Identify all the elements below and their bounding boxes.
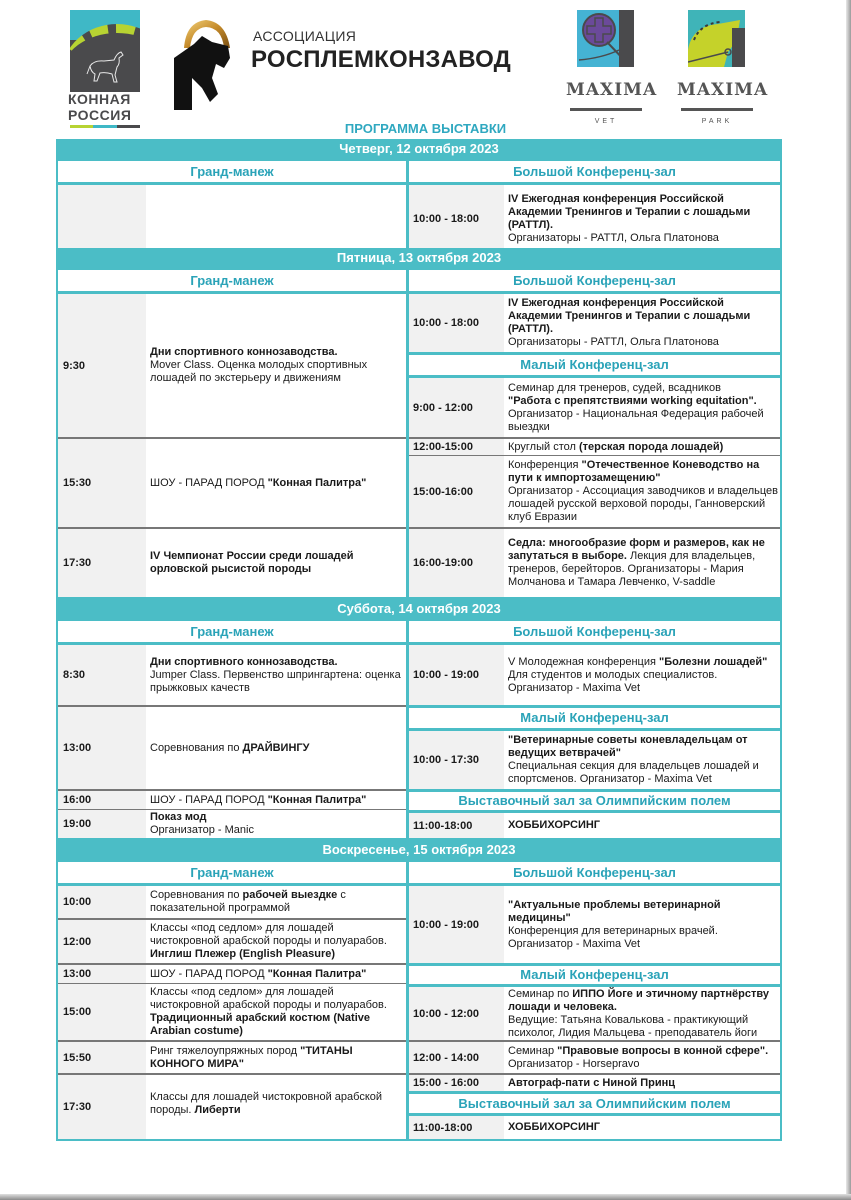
- event-title: "Болезни лошадей": [659, 655, 768, 668]
- event-organizer: Организатор - Manic: [150, 824, 254, 836]
- event-time: 10:00 - 19:00: [409, 645, 504, 705]
- venue-header: Гранд-манеж: [58, 270, 406, 291]
- grand-manege-column: [58, 161, 406, 253]
- event-description: [146, 1075, 406, 1139]
- event-description: [504, 1075, 780, 1091]
- event-organizer: Организатор - Ассоциация заводчиков и владельцев лошадей русской верховой породы, Ганноверский клуб Евразии: [508, 485, 779, 523]
- event-title: "Конная Палитра": [267, 793, 367, 806]
- event-description: [146, 920, 406, 963]
- event-time: 15:00: [58, 984, 146, 1040]
- big-conference-column: [409, 161, 780, 253]
- schedule-row: [58, 707, 406, 789]
- day-body: [56, 268, 782, 599]
- event-time: 9:30: [58, 294, 146, 437]
- event-title: "Отечественное Коневодство на пути к импортозамещению": [508, 459, 760, 484]
- event-time: 12:00-15:00: [409, 439, 504, 455]
- venue-header: Малый Конференц-зал: [409, 355, 780, 375]
- event-title: (терская порода лошадей): [578, 440, 724, 453]
- event-description: [504, 1042, 780, 1073]
- schedule-row: [58, 810, 406, 838]
- event-description: [504, 731, 780, 789]
- program-title: ПРОГРАММА ВЫСТАВКИ: [344, 121, 507, 136]
- schedule-row: [409, 987, 780, 1040]
- event-description: [146, 810, 406, 838]
- event-time: [58, 185, 146, 253]
- schedule-row: [409, 886, 780, 963]
- maxima-vet-icon: [577, 10, 634, 67]
- event-organizer: Ведущие: Татьяна Ковалькова - практикующий психолог, Лидия Мальцева - преподаватель йоги: [508, 1013, 758, 1039]
- schedule-row: [409, 456, 780, 527]
- event-description: [146, 707, 406, 789]
- event-title: Инглиш Плежер (English Pleasure): [150, 948, 336, 960]
- event-title: ДРАЙВИНГУ: [242, 741, 310, 754]
- schedule-row: [409, 185, 780, 253]
- event-time: 9:00 - 12:00: [409, 378, 504, 437]
- grand-manege-column: [58, 862, 406, 1139]
- event-description: [146, 984, 406, 1040]
- event-time: 12:00 - 14:00: [409, 1042, 504, 1073]
- event-time: 13:00: [58, 707, 146, 789]
- event-text: ШОУ - ПАРАД ПОРОД: [150, 476, 268, 489]
- day-body: [56, 159, 782, 255]
- venue-header: Малый Конференц-зал: [409, 708, 780, 728]
- event-time: 10:00 - 12:00: [409, 987, 504, 1040]
- schedule-row: [409, 529, 780, 597]
- schedule-row: [409, 439, 780, 455]
- event-description: [504, 813, 780, 838]
- venue-header: Большой Конференц-зал: [409, 270, 780, 291]
- event-title: Показ мод: [150, 811, 207, 823]
- event-time: 15:00-16:00: [409, 456, 504, 527]
- schedule-row: [58, 645, 406, 705]
- event-time: 10:00: [58, 886, 146, 918]
- schedule-row: [58, 439, 406, 527]
- day-header: Четверг, 12 октября 2023: [56, 139, 782, 159]
- page-shadow-bottom: [0, 1194, 851, 1200]
- event-time: 10:00 - 19:00: [409, 886, 504, 963]
- maxima-vet-sub: VET: [594, 118, 618, 125]
- event-description: [504, 294, 780, 352]
- association-label: АССОЦИАЦИЯ: [253, 28, 357, 44]
- schedule-row: [58, 886, 406, 918]
- grand-manege-column: [58, 270, 406, 597]
- rosplem-horse-head-icon: [172, 18, 234, 110]
- event-text: Классы «под седлом» для лошадей чистокровной арабской породы и полуарабов.: [150, 922, 387, 947]
- event-title: Дни спортивного коннозаводства.: [150, 655, 338, 668]
- conference-column: [409, 270, 780, 597]
- day-header: Пятница, 13 октября 2023: [56, 248, 782, 268]
- schedule-row: [409, 813, 780, 838]
- conference-column: [409, 621, 780, 838]
- event-title: "Работа с препятствиями working equitation".: [508, 394, 757, 407]
- schedule-row: [409, 1116, 780, 1139]
- event-text: Семинар по: [508, 987, 573, 1000]
- event-title: "Актуальные проблемы ветеринарной медицины": [508, 898, 721, 924]
- event-title: "Ветеринарные советы коневладельцам от ведущих ветврачей": [508, 734, 748, 759]
- logo-text-line1: КОННАЯ: [68, 91, 131, 107]
- event-time: 15:50: [58, 1042, 146, 1073]
- schedule-row: [58, 185, 406, 253]
- event-time: 17:30: [58, 529, 146, 597]
- event-title: ХОББИХОРСИНГ: [508, 819, 601, 831]
- event-description: [504, 378, 780, 437]
- event-organizer: Специальная секция для владельцев лошадей и спортсменов. Организатор - Maxima Vet: [508, 760, 759, 785]
- event-organizer: Для студентов и молодых специалистов. Организатор - Maxima Vet: [508, 668, 718, 694]
- event-organizer: Организатор - Национальная Федерация рабочей выездки: [508, 407, 764, 433]
- maxima-vet-rule: [570, 108, 642, 111]
- maxima-park-icon: [688, 10, 745, 67]
- event-description: [146, 1042, 406, 1073]
- venue-header: Выставочный зал за Олимпийским полем: [409, 792, 780, 810]
- venue-header: Малый Конференц-зал: [409, 966, 780, 984]
- event-organizer: Организаторы - РАТТЛ, Ольга Платонова: [508, 336, 719, 348]
- venue-header: Гранд-манеж: [58, 161, 406, 182]
- page-shadow-right: [846, 0, 851, 1200]
- konnaya-rossiya-logo: [70, 10, 140, 92]
- event-text: с показательной программой: [150, 889, 346, 914]
- event-text: Mover Class. Оценка молодых спортивных лошадей по экстерьеру и движениям: [150, 359, 368, 384]
- event-description: [146, 645, 406, 705]
- rosplem-name: РОСПЛЕМКОНЗАВОД: [251, 46, 511, 73]
- event-description: [504, 185, 780, 253]
- event-title: Автограф-пати с Ниной Принц: [508, 1076, 676, 1089]
- event-time: 16:00-19:00: [409, 529, 504, 597]
- day-header: Суббота, 14 октября 2023: [56, 599, 782, 619]
- event-title: "Правовые вопросы в конной сфере".: [557, 1044, 769, 1057]
- event-title: Дни спортивного коннозаводства.: [150, 346, 338, 358]
- event-text: Ринг тяжелоупряжных пород: [150, 1044, 301, 1057]
- event-description: [146, 185, 406, 253]
- event-title: IV Чемпионат России среди лошадей орловской рысистой породы: [150, 550, 354, 575]
- event-description: [146, 965, 406, 983]
- schedule-row: [58, 791, 406, 809]
- event-organizer: Организаторы - РАТТЛ, Ольга Платонова: [508, 232, 719, 244]
- event-time: 10:00 - 18:00: [409, 294, 504, 352]
- event-time: 10:00 - 17:30: [409, 731, 504, 789]
- event-text: V Молодежная конференция: [508, 655, 660, 668]
- schedule-row: [409, 645, 780, 705]
- schedule-row: [58, 1075, 406, 1139]
- event-title: IV Ежегодная конференция Российской Академии Тренингов и Терапии с лошадьми (РАТТЛ).: [508, 193, 751, 231]
- event-text: Классы для лошадей чистокровной арабской породы.: [150, 1091, 383, 1116]
- grand-manege-column: [58, 621, 406, 838]
- event-time: 16:00: [58, 791, 146, 809]
- schedule-row: [58, 294, 406, 437]
- venue-header: Гранд-манеж: [58, 621, 406, 642]
- event-description: [504, 645, 780, 705]
- event-description: [146, 439, 406, 527]
- venue-header: Выставочный зал за Олимпийским полем: [409, 1094, 780, 1113]
- event-title: Либерти: [194, 1104, 241, 1116]
- event-description: [146, 791, 406, 809]
- schedule-row: [58, 1042, 406, 1073]
- event-text: Классы «под седлом» для лошадей чистокровной арабской породы и полуарабов.: [150, 986, 387, 1011]
- event-time: 15:30: [58, 439, 146, 527]
- event-time: 11:00-18:00: [409, 813, 504, 838]
- conference-column: [409, 862, 780, 1139]
- event-text: Лекция для владельцев, тренеров, берейторов. Организаторы - Мария Молчанова и Тамара Левченко, V-saddle: [508, 550, 756, 588]
- schedule-row: [58, 984, 406, 1040]
- event-title: рабочей выездке: [242, 889, 338, 901]
- logo-text-line2: РОССИЯ: [68, 107, 132, 123]
- event-description: [146, 529, 406, 597]
- venue-header: Большой Конференц-зал: [409, 161, 780, 182]
- event-time: 8:30: [58, 645, 146, 705]
- event-text: Семинар: [508, 1044, 558, 1057]
- event-title: ХОББИХОРСИНГ: [508, 1121, 601, 1133]
- day-body: [56, 860, 782, 1141]
- event-text: Конференция: [508, 459, 582, 471]
- event-time: 11:00-18:00: [409, 1116, 504, 1139]
- schedule-row: [58, 920, 406, 963]
- schedule-row: [409, 1042, 780, 1073]
- horse-icon: [84, 48, 126, 88]
- event-text: Соревнования по: [150, 741, 243, 754]
- event-time: 13:00: [58, 965, 146, 983]
- event-title: "ТИТАНЫ КОННОГО МИРА": [150, 1044, 353, 1070]
- event-description: [504, 456, 780, 527]
- event-title: ИППО Йоге и этичному партнёрству лошади и человека.: [508, 987, 769, 1013]
- schedule-row: [409, 731, 780, 789]
- event-time: 12:00: [58, 920, 146, 963]
- day-body: [56, 619, 782, 840]
- event-title: "Конная Палитра": [267, 967, 367, 980]
- schedule-row: [409, 378, 780, 437]
- event-text: Круглый стол: [508, 440, 579, 453]
- event-text: ШОУ - ПАРАД ПОРОД: [150, 793, 268, 806]
- event-description: [504, 987, 780, 1040]
- venue-header: Большой Конференц-зал: [409, 621, 780, 642]
- event-organizer: Конференция для ветеринарных врачей. Организатор - Maxima Vet: [508, 924, 718, 950]
- schedule-row: [409, 294, 780, 352]
- schedule-row: [409, 1075, 780, 1091]
- event-description: [146, 886, 406, 918]
- event-title: IV Ежегодная конференция Российской Академии Тренингов и Терапии с лошадьми (РАТТЛ).: [508, 297, 751, 335]
- event-title: "Конная Палитра": [267, 476, 367, 489]
- maxima-vet-wordmark: MAXIMA: [566, 80, 658, 100]
- event-time: 19:00: [58, 810, 146, 838]
- event-description: [504, 529, 780, 597]
- event-title: Традиционный арабский костюм (Native Arabian costume): [150, 1012, 370, 1037]
- event-title: Седла: многообразие форм и размеров, как не запутаться в выборе.: [508, 537, 765, 562]
- event-time: 10:00 - 18:00: [409, 185, 504, 253]
- maxima-park-wordmark: MAXIMA: [677, 80, 769, 100]
- event-text: ШОУ - ПАРАД ПОРОД: [150, 967, 268, 980]
- event-description: [504, 1116, 780, 1139]
- schedule-row: [58, 529, 406, 597]
- event-description: [146, 294, 406, 437]
- event-time: 15:00 - 16:00: [409, 1075, 504, 1091]
- event-text: Соревнования по: [150, 889, 243, 901]
- konnaya-rossiya-wordmark: [68, 91, 144, 123]
- maxima-park-sub: PARK: [701, 118, 733, 125]
- event-description: [504, 886, 780, 963]
- event-text: Семинар для тренеров, судей, всадников: [508, 381, 721, 394]
- event-description: [504, 439, 780, 455]
- event-organizer: Организатор - Horsepravo: [508, 1057, 640, 1070]
- schedule-row: [58, 965, 406, 983]
- event-time: 17:30: [58, 1075, 146, 1139]
- day-header: Воскресенье, 15 октября 2023: [56, 840, 782, 860]
- maxima-park-rule: [681, 108, 753, 111]
- venue-header: Гранд-манеж: [58, 862, 406, 883]
- venue-header: Большой Конференц-зал: [409, 862, 780, 883]
- event-text: Jumper Class. Первенство шпрингартена: оценка прыжковых качеств: [150, 668, 401, 694]
